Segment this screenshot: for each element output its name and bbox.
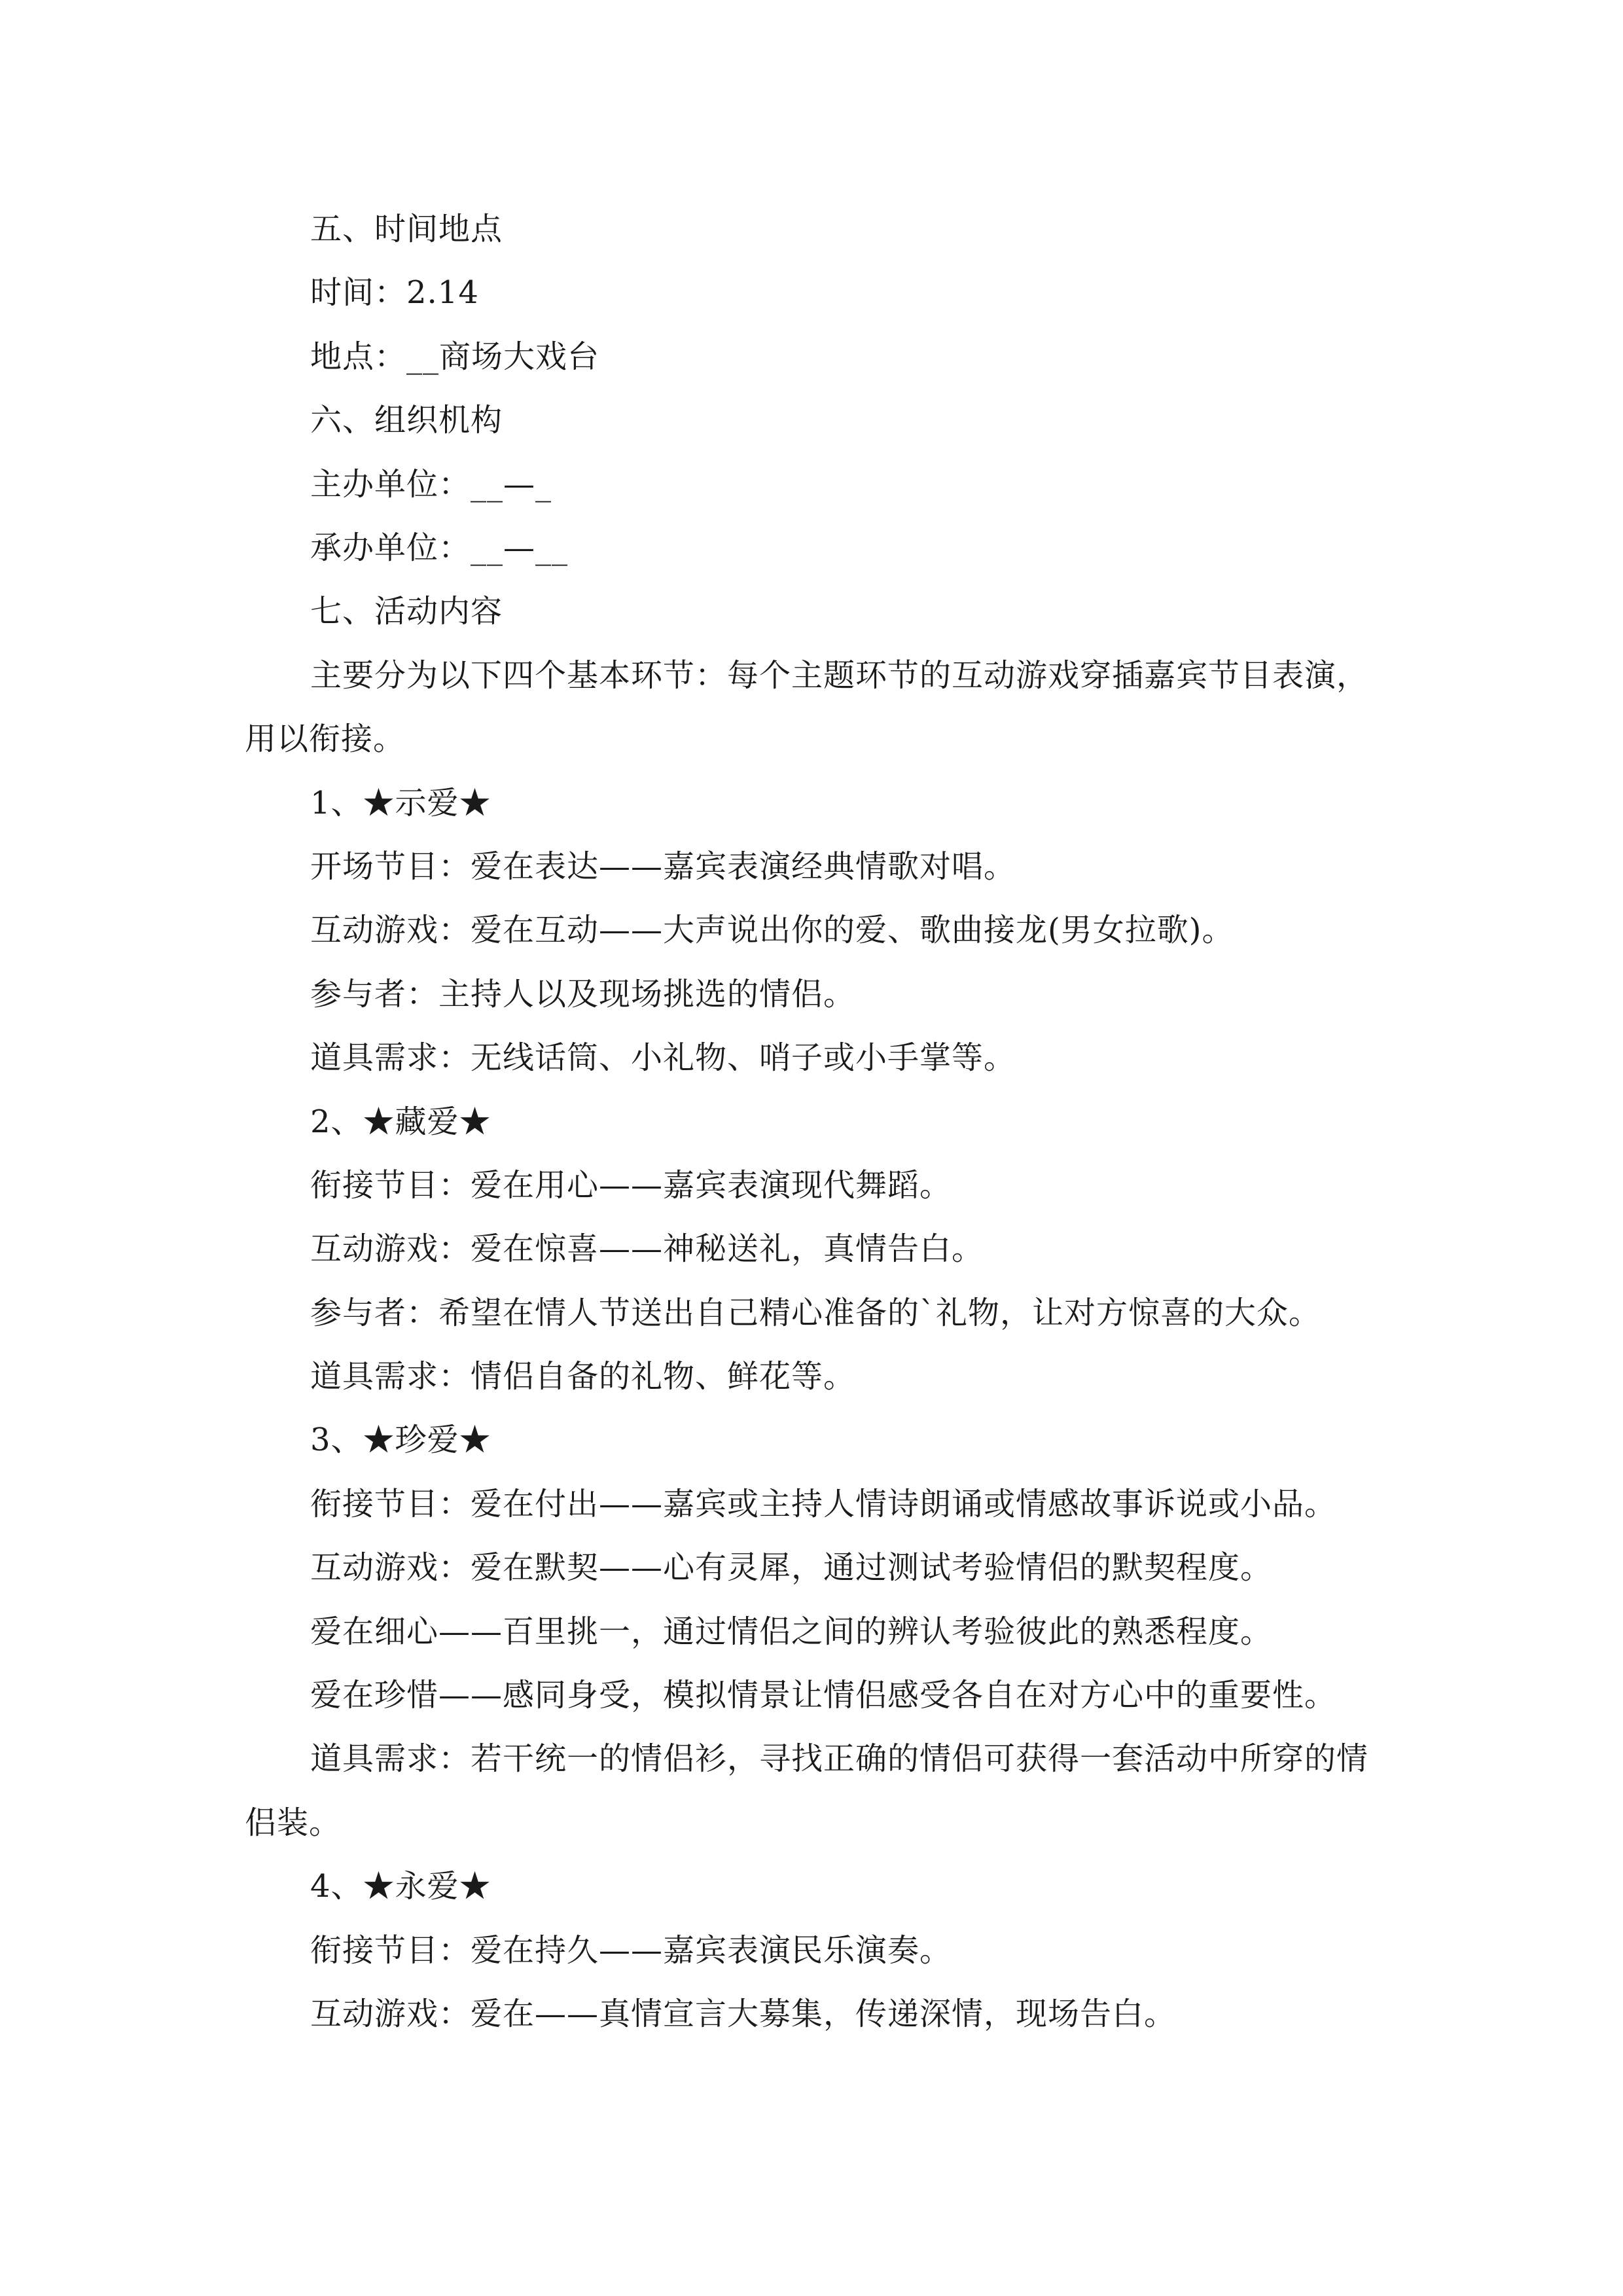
section-3-item: 互动游戏：爱在默契——心有灵犀，通过测试考验情侣的默契程度。 [310,1549,1273,1587]
section-3-item: 爱在珍惜——感同身受，模拟情景让情侣感受各自在对方心中的重要性。 [310,1677,1337,1714]
section-2-item: 衔接节目：爱在用心——嘉宾表演现代舞蹈。 [310,1166,952,1204]
section-4-item: 互动游戏：爱在——真情宣言大募集，传递深情，现场告白。 [310,1996,1177,2032]
time-line: 时间：2.14 [310,274,479,312]
section-4-item: 衔接节目：爱在持久——嘉宾表演民乐演奏。 [310,1931,952,1969]
section-3-heading: 3、★珍爱★ [310,1422,491,1459]
organizer-unit-line: 承办单位：__—__ [310,529,569,566]
document-body [245,198,1378,2046]
heading-time-place: 五、时间地点 [310,211,503,247]
section-2-heading: 2、★藏爱★ [310,1103,491,1140]
section-1-heading: 1、★示爱★ [310,784,491,821]
section-4-heading: 4、★永爱★ [310,1868,491,1905]
place-line: 地点：__商场大戏台 [310,338,600,375]
intro-paragraph: 主要分为以下四个基本环节：每个主题环节的互动游戏穿插嘉宾节目表演，用以衔接。 [245,656,1369,758]
section-3-props-paragraph: 道具需求：若干统一的情侣衫，寻找正确的情侣可获得一套活动中所穿的情侣装。 [245,1740,1369,1841]
section-2-item: 互动游戏：爱在惊喜——神秘送礼，真情告白。 [310,1230,984,1268]
host-unit-line: 主办单位：__—_ [310,465,552,503]
heading-organization: 六、组织机构 [310,402,503,439]
section-1-item: 互动游戏：爱在互动——大声说出你的爱、歌曲接龙(男女拉歌)。 [310,912,1234,949]
section-2-item: 道具需求：情侣自备的礼物、鲜花等。 [310,1358,856,1395]
section-1-item: 道具需求：无线话筒、小礼物、哨子或小手掌等。 [310,1039,1016,1077]
section-1-item: 开场节目：爱在表达——嘉宾表演经典情歌对唱。 [310,848,1016,885]
section-2-item: 参与者：希望在情人节送出自己精心准备的`礼物，让对方惊喜的大众。 [310,1294,1321,1331]
section-1-item: 参与者：主持人以及现场挑选的情侣。 [310,975,856,1013]
section-3-item: 爱在细心——百里挑一，通过情侣之间的辨认考验彼此的熟悉程度。 [310,1613,1273,1650]
section-3-item: 衔接节目：爱在付出——嘉宾或主持人情诗朗诵或情感故事诉说或小品。 [310,1485,1337,1522]
heading-activity-content: 七、活动内容 [310,593,503,630]
